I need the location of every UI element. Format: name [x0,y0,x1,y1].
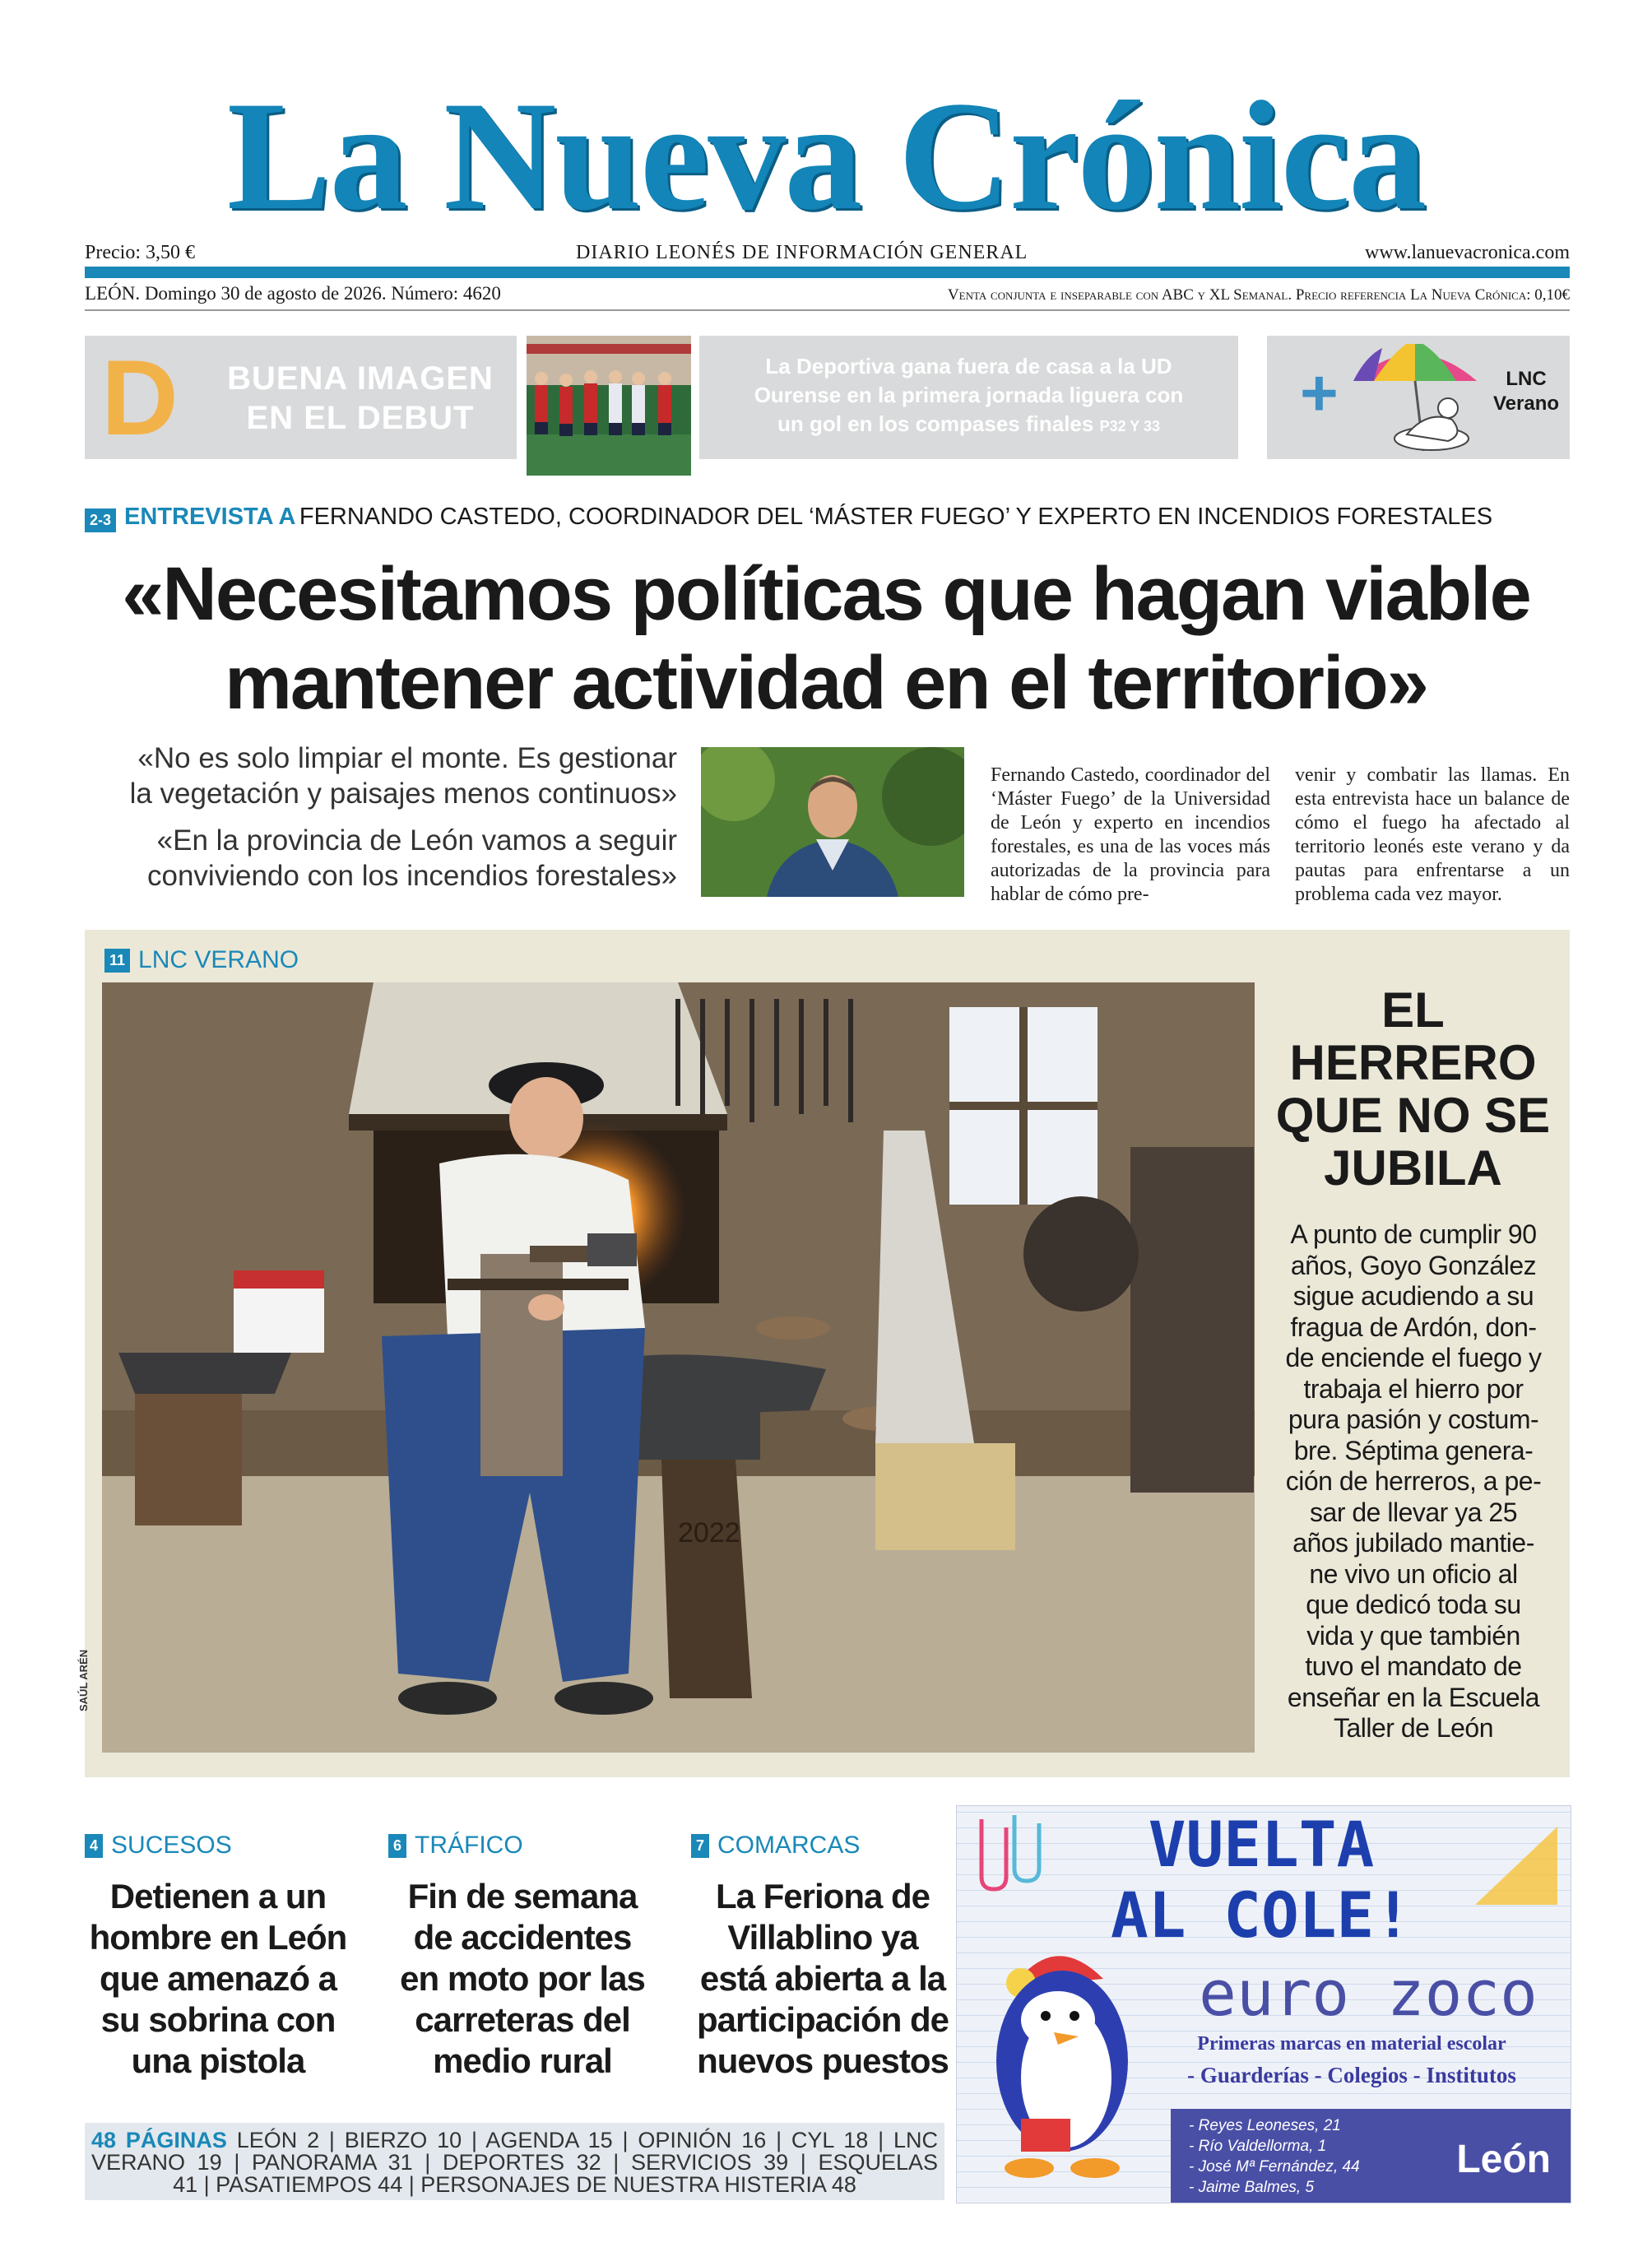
anvil-year: 2022 [678,1517,740,1549]
quote-2b: conviviendo con los incendios forestales» [147,860,677,892]
feature-line: ne vivo un oficio al [1309,1558,1518,1589]
football-photo[interactable] [527,336,691,476]
feature-page: 11 [104,949,130,973]
football-photo-graphic [527,336,691,476]
paperclip-icon [965,1811,1047,1893]
brief-comarcas-headline[interactable] [683,1876,963,2082]
headline-line: hombre en León [89,1918,347,1957]
pages-line-1: LEÓN 2 | BIERZO 10 | AGENDA 15 | OPINIÓN 16 | CYL 18 | LNC [236,2128,938,2152]
interview-headline-2: mantener actividad en el territorio» [225,641,1427,725]
feature-line: vida y que también [1306,1620,1520,1651]
headline-line: Villablino ya [727,1918,918,1957]
sport-pages: P32 Y 33 [1099,418,1160,434]
feature-line: trabaja el hierro por [1303,1373,1524,1404]
headline-line: La Feriona de [715,1877,930,1915]
feature-line: de enciende el fuego y [1285,1343,1542,1372]
feature-line: ción de herreros, a pe- [1285,1466,1542,1496]
brief-page: 7 [691,1834,709,1858]
lnc-label: LNC [1506,368,1547,390]
interview-quotes [85,741,677,894]
ad-title-1: VUELTA [1148,1808,1375,1881]
headline-line: Fin de semana [407,1877,638,1915]
plus-icon: + [1300,356,1339,430]
masthead-title: La Nueva Crónica [226,70,1426,243]
sport-text-3: un gol en los compases finales [777,411,1094,436]
interview-photo[interactable] [701,747,964,897]
feature-section[interactable] [104,946,299,974]
photo-credit: SAÚL ARÉN [77,1649,90,1711]
quote-2a: «En la provincia de León vamos a seguir [156,824,677,857]
beach-umbrella-icon [1349,344,1481,455]
blacksmith-photo-graphic [102,982,1255,1753]
pages-line-3: 41 | PASATIEMPOS 44 | PERSONAJES DE NUESTRA HISTERIA 48 [173,2172,856,2197]
feature-headline-4: JUBILA [1324,1140,1502,1196]
interview-kicker-text: FERNANDO CASTEDO, COORDINADOR DEL ‘MÁSTER FUEGO’ Y EXPERTO EN INCENDIOS FORESTALES [299,504,1493,530]
ad-address-panel [1171,2109,1571,2203]
feature-headline-1: EL [1381,982,1445,1038]
dateline: LEÓN. Domingo 30 de agosto de 2026. Número: 4620 [85,283,501,304]
blacksmith-photo[interactable] [102,982,1255,1753]
ad-address: - Jaime Balmes, 5 [1189,2179,1315,2196]
interview-pages: 2-3 [85,508,116,532]
brief-section-label: COMARCAS [717,1832,861,1859]
feature-line: pura pasión y costum- [1288,1405,1539,1434]
interview-kicker[interactable] [85,504,1492,532]
masthead-rule [85,267,1570,278]
brief-trafico-section[interactable] [388,1832,523,1860]
feature-line: que dedicó toda su [1306,1590,1521,1619]
interview-headline-1: «Necesitamos políticas que hagan viable [122,552,1530,636]
sport-badge: D [101,337,179,457]
headline-line: Detienen a un [109,1877,327,1915]
headline-line: su sobrina con [100,2000,336,2039]
brief-trafico-headline[interactable] [383,1876,662,2082]
joint-sale-note: Venta conjunta e inseparable con ABC y XL Semanal. Precio referencia La Nueva Crónica: 0,10€ [947,286,1570,304]
brief-sucesos-headline[interactable] [78,1876,358,2082]
portrait-graphic [701,747,964,897]
website-link[interactable]: www.lanuevacronica.com [1365,242,1570,263]
ad-tagline: Primeras marcas en material escolar [1197,2033,1506,2055]
feature-line: Taller de León [1333,1713,1494,1743]
feature-line: fragua de Ardón, don- [1290,1312,1537,1342]
headline-line: de accidentes [413,1918,632,1957]
price: Precio: 3,50 € [85,242,195,263]
headline-line: en moto por las [400,1959,645,1998]
sport-title-1: BUENA IMAGEN [227,360,494,397]
ad-services: - Guarderías - Colegios - Institutos [1187,2063,1516,2087]
ad-city: León [1456,2138,1551,2181]
feature-section-label: LNC VERANO [138,946,299,973]
ad-address: - José Mª Fernández, 44 [1189,2158,1360,2175]
headline-line: está abierta a la [699,1959,946,1998]
headline-line: medio rural [433,2041,612,2080]
feature-line: A punto de cumplir 90 [1290,1219,1537,1249]
headline-line: carreteras del [415,2000,630,2039]
interview-body-col2: venir y combatir las llamas. En esta entrevista hace un balance de cómo el fuego ha afectado al territorio leonés este verano y da pautas para enfrentarse a un problema cada vez mayor. [1295,764,1570,905]
sport-promo-text[interactable] [699,336,1238,459]
quote-1b: la vegetación y paisajes menos continuos» [129,778,677,810]
feature-line: sar de llevar ya 25 [1310,1497,1517,1527]
feature-text [1274,1219,1553,1744]
masthead-subtitle: DIARIO LEONÉS DE INFORMACIÓN GENERAL [576,242,1028,263]
quote-1a: «No es solo limpiar el monte. Es gestionar [137,742,677,774]
sport-title-2: EN EL DEBUT [246,400,475,436]
sport-text-1: La Deportiva gana fuera de casa a la UD [765,354,1172,378]
dateline-rule [85,309,1570,311]
interview-headline[interactable] [49,550,1603,727]
eurozoco-ad[interactable] [956,1805,1571,2203]
headline-line: una pistola [131,2041,305,2080]
brief-comarcas-section[interactable] [691,1832,860,1860]
ad-address: - Río Valdellorma, 1 [1189,2138,1327,2155]
brief-page: 4 [85,1834,103,1858]
ad-brand: euro zoco [1199,1957,1538,2030]
ad-title-2: AL COLE! [1110,1878,1413,1952]
headline-line: que amenazó a [99,1959,337,1998]
pages-line-2: VERANO 19 | PANORAMA 31 | DEPORTES 32 | SERVICIOS 39 | ESQUELAS [91,2150,938,2175]
headline-line: participación de [696,2000,949,2039]
brief-section-label: TRÁFICO [415,1832,523,1859]
lnc-verano-promo[interactable] [1267,336,1570,459]
feature-line: enseñar en la Escuela [1287,1682,1540,1712]
brief-sucesos-section[interactable] [85,1832,232,1860]
interview-kicker-blue: ENTREVISTA A [124,504,296,530]
sport-text-2: Ourense en la primera jornada liguera con [754,383,1184,407]
penguin-mascot-icon [972,1921,1144,2193]
feature-headline-2: HERRERO [1289,1035,1537,1090]
verano-label: Verano [1492,392,1560,415]
brief-page: 6 [388,1834,406,1858]
pages-index [85,2123,944,2200]
headline-line: nuevos puestos [697,2041,949,2080]
feature-line: sigue acudiendo a su [1292,1281,1534,1311]
interview-body-col1: Fernando Castedo, coordinador del ‘Máster Fuego’ de la Universidad de León y experto en incendios forestales, es una de las voces más autorizadas de la provincia para hablar de cómo pre- [991,764,1270,905]
sport-promo[interactable] [85,336,517,459]
feature-headline[interactable] [1267,984,1559,1195]
feature-line: años, Goyo González [1290,1250,1537,1280]
feature-line: años jubilado mantie- [1292,1528,1534,1558]
feature-headline-3: QUE NO SE [1275,1088,1551,1143]
brief-section-label: SUCESOS [111,1832,232,1859]
feature-line: tuvo el mandato de [1305,1651,1522,1681]
ad-address: - Reyes Leoneses, 21 [1189,2117,1341,2134]
set-square-icon [1467,1823,1566,1913]
feature-line: bre. Séptima genera- [1293,1435,1534,1465]
pages-count: 48 PÁGINAS [91,2128,227,2152]
